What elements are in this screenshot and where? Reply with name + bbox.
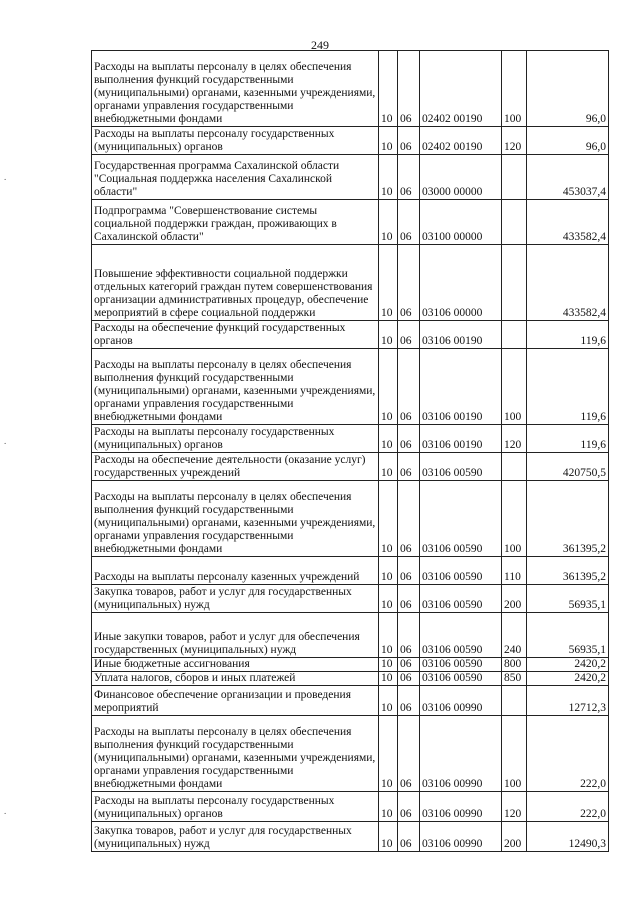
- row-name: Иные бюджетные ассигнования: [92, 658, 379, 672]
- row-razdel: 10: [379, 321, 398, 349]
- table-row: [92, 557, 609, 585]
- table-row: [92, 686, 609, 716]
- row-target-article: 02402 00190: [420, 127, 502, 155]
- row-podrazdel: 06: [398, 822, 420, 852]
- row-expense-type: 120: [502, 127, 527, 155]
- row-target-article: 02402 00190: [420, 51, 502, 127]
- row-amount: 12490,3: [527, 822, 609, 852]
- row-expense-type: 800: [502, 658, 527, 672]
- row-podrazdel: 06: [398, 349, 420, 425]
- margin-mark: .: [4, 436, 7, 446]
- row-razdel: 10: [379, 557, 398, 585]
- table-row: [92, 51, 609, 127]
- row-expense-type: [502, 321, 527, 349]
- page-number: 249: [311, 38, 329, 52]
- table-row: [92, 672, 609, 686]
- row-name: Расходы на выплаты персоналу государственных (муниципальных) органов: [92, 127, 379, 155]
- row-name: Закупка товаров, работ и услуг для государственных (муниципальных) нужд: [92, 585, 379, 613]
- row-expense-type: 100: [502, 716, 527, 792]
- row-expense-type: 120: [502, 792, 527, 822]
- row-razdel: 10: [379, 672, 398, 686]
- table-row: [92, 127, 609, 155]
- row-target-article: 03000 00000: [420, 155, 502, 200]
- row-podrazdel: 06: [398, 686, 420, 716]
- row-target-article: 03106 00000: [420, 245, 502, 321]
- row-amount: 433582,4: [527, 245, 609, 321]
- margin-mark: .: [4, 172, 7, 182]
- row-amount: 119,6: [527, 425, 609, 453]
- row-target-article: 03106 00590: [420, 658, 502, 672]
- row-razdel: 10: [379, 716, 398, 792]
- row-razdel: 10: [379, 686, 398, 716]
- row-name: Повышение эффективности социальной поддержки отдельных категорий граждан путем совершенствования организации административных процедур, обеспечение мероприятий в сфере социальной поддержки: [92, 245, 379, 321]
- row-target-article: 03106 00590: [420, 672, 502, 686]
- table-row: [92, 425, 609, 453]
- row-name: Иные закупки товаров, работ и услуг для обеспечения государственных (муниципальных) нужд: [92, 613, 379, 658]
- row-amount: 2420,2: [527, 658, 609, 672]
- row-expense-type: 120: [502, 425, 527, 453]
- row-podrazdel: 06: [398, 127, 420, 155]
- table-row: [92, 453, 609, 481]
- table-row: [92, 481, 609, 557]
- row-target-article: 03106 00190: [420, 349, 502, 425]
- row-podrazdel: 06: [398, 321, 420, 349]
- row-amount: 56935,1: [527, 613, 609, 658]
- row-expense-type: 100: [502, 51, 527, 127]
- row-razdel: 10: [379, 155, 398, 200]
- table-row: [92, 200, 609, 245]
- row-amount: 56935,1: [527, 585, 609, 613]
- row-razdel: 10: [379, 585, 398, 613]
- row-podrazdel: 06: [398, 557, 420, 585]
- row-target-article: 03106 00190: [420, 425, 502, 453]
- row-podrazdel: 06: [398, 453, 420, 481]
- row-razdel: 10: [379, 613, 398, 658]
- row-razdel: 10: [379, 792, 398, 822]
- table-row: [92, 349, 609, 425]
- row-podrazdel: 06: [398, 245, 420, 321]
- row-name: Расходы на выплаты персоналу в целях обеспечения выполнения функций государственными (муниципальными) органами, казенными учреждениями, органами управления государственными внебюджетными фондами: [92, 349, 379, 425]
- row-expense-type: [502, 245, 527, 321]
- row-razdel: 10: [379, 658, 398, 672]
- row-name: Расходы на выплаты персоналу в целях обеспечения выполнения функций государственными (муниципальными) органами, казенными учреждениями, органами управления государственными внебюджетными фондами: [92, 716, 379, 792]
- row-podrazdel: 06: [398, 613, 420, 658]
- row-name: Расходы на выплаты персоналу в целях обеспечения выполнения функций государственными (муниципальными) органами, казенными учреждениями, органами управления государственными внебюджетными фондами: [92, 481, 379, 557]
- row-razdel: 10: [379, 51, 398, 127]
- row-podrazdel: 06: [398, 585, 420, 613]
- row-target-article: 03106 00990: [420, 822, 502, 852]
- table-row: [92, 792, 609, 822]
- row-razdel: 10: [379, 200, 398, 245]
- row-podrazdel: 06: [398, 155, 420, 200]
- budget-table: [91, 50, 609, 852]
- row-target-article: 03106 00990: [420, 792, 502, 822]
- row-target-article: 03106 00590: [420, 557, 502, 585]
- row-podrazdel: 06: [398, 481, 420, 557]
- row-expense-type: 240: [502, 613, 527, 658]
- budget-table-body: [92, 51, 609, 852]
- row-amount: 119,6: [527, 321, 609, 349]
- row-name: Финансовое обеспечение организации и проведения мероприятий: [92, 686, 379, 716]
- row-expense-type: 200: [502, 822, 527, 852]
- table-row: [92, 658, 609, 672]
- row-target-article: 03106 00590: [420, 453, 502, 481]
- row-razdel: 10: [379, 822, 398, 852]
- row-target-article: 03106 00590: [420, 585, 502, 613]
- row-amount: 12712,3: [527, 686, 609, 716]
- table-row: [92, 155, 609, 200]
- row-expense-type: 110: [502, 557, 527, 585]
- row-razdel: 10: [379, 425, 398, 453]
- row-expense-type: [502, 200, 527, 245]
- row-podrazdel: 06: [398, 658, 420, 672]
- row-expense-type: 100: [502, 481, 527, 557]
- row-podrazdel: 06: [398, 51, 420, 127]
- row-razdel: 10: [379, 245, 398, 321]
- row-name: Расходы на выплаты персоналу в целях обеспечения выполнения функций государственными (муниципальными) органами, казенными учреждениями, органами управления государственными внебюджетными фондами: [92, 51, 379, 127]
- row-amount: 222,0: [527, 716, 609, 792]
- table-row: [92, 245, 609, 321]
- row-target-article: 03106 00590: [420, 613, 502, 658]
- row-target-article: 03106 00990: [420, 686, 502, 716]
- row-expense-type: [502, 453, 527, 481]
- row-name: Уплата налогов, сборов и иных платежей: [92, 672, 379, 686]
- row-name: Закупка товаров, работ и услуг для государственных (муниципальных) нужд: [92, 822, 379, 852]
- table-row: [92, 716, 609, 792]
- row-razdel: 10: [379, 453, 398, 481]
- row-amount: 361395,2: [527, 481, 609, 557]
- row-podrazdel: 06: [398, 672, 420, 686]
- row-podrazdel: 06: [398, 425, 420, 453]
- row-name: Расходы на выплаты персоналу казенных учреждений: [92, 557, 379, 585]
- table-row: [92, 822, 609, 852]
- row-razdel: 10: [379, 349, 398, 425]
- row-podrazdel: 06: [398, 200, 420, 245]
- row-target-article: 03100 00000: [420, 200, 502, 245]
- row-amount: 222,0: [527, 792, 609, 822]
- row-razdel: 10: [379, 481, 398, 557]
- row-expense-type: [502, 155, 527, 200]
- table-row: [92, 613, 609, 658]
- table-row: [92, 321, 609, 349]
- row-target-article: 03106 00590: [420, 481, 502, 557]
- row-podrazdel: 06: [398, 716, 420, 792]
- row-amount: 2420,2: [527, 672, 609, 686]
- row-podrazdel: 06: [398, 792, 420, 822]
- row-name: Расходы на обеспечение функций государственных органов: [92, 321, 379, 349]
- row-amount: 420750,5: [527, 453, 609, 481]
- row-expense-type: 850: [502, 672, 527, 686]
- row-amount: 361395,2: [527, 557, 609, 585]
- row-expense-type: 100: [502, 349, 527, 425]
- row-amount: 96,0: [527, 51, 609, 127]
- row-name: Государственная программа Сахалинской области "Социальная поддержка населения Сахалинской области": [92, 155, 379, 200]
- row-target-article: 03106 00190: [420, 321, 502, 349]
- row-amount: 96,0: [527, 127, 609, 155]
- row-amount: 433582,4: [527, 200, 609, 245]
- table-row: [92, 585, 609, 613]
- margin-mark: .: [4, 806, 7, 816]
- row-razdel: 10: [379, 127, 398, 155]
- row-name: Подпрограмма "Совершенствование системы социальной поддержки граждан, проживающих в Сахалинской области": [92, 200, 379, 245]
- row-expense-type: 200: [502, 585, 527, 613]
- row-name: Расходы на выплаты персоналу государственных (муниципальных) органов: [92, 425, 379, 453]
- row-name: Расходы на обеспечение деятельности (оказание услуг) государственных учреждений: [92, 453, 379, 481]
- row-target-article: 03106 00990: [420, 716, 502, 792]
- row-expense-type: [502, 686, 527, 716]
- row-amount: 119,6: [527, 349, 609, 425]
- row-amount: 453037,4: [527, 155, 609, 200]
- row-name: Расходы на выплаты персоналу государственных (муниципальных) органов: [92, 792, 379, 822]
